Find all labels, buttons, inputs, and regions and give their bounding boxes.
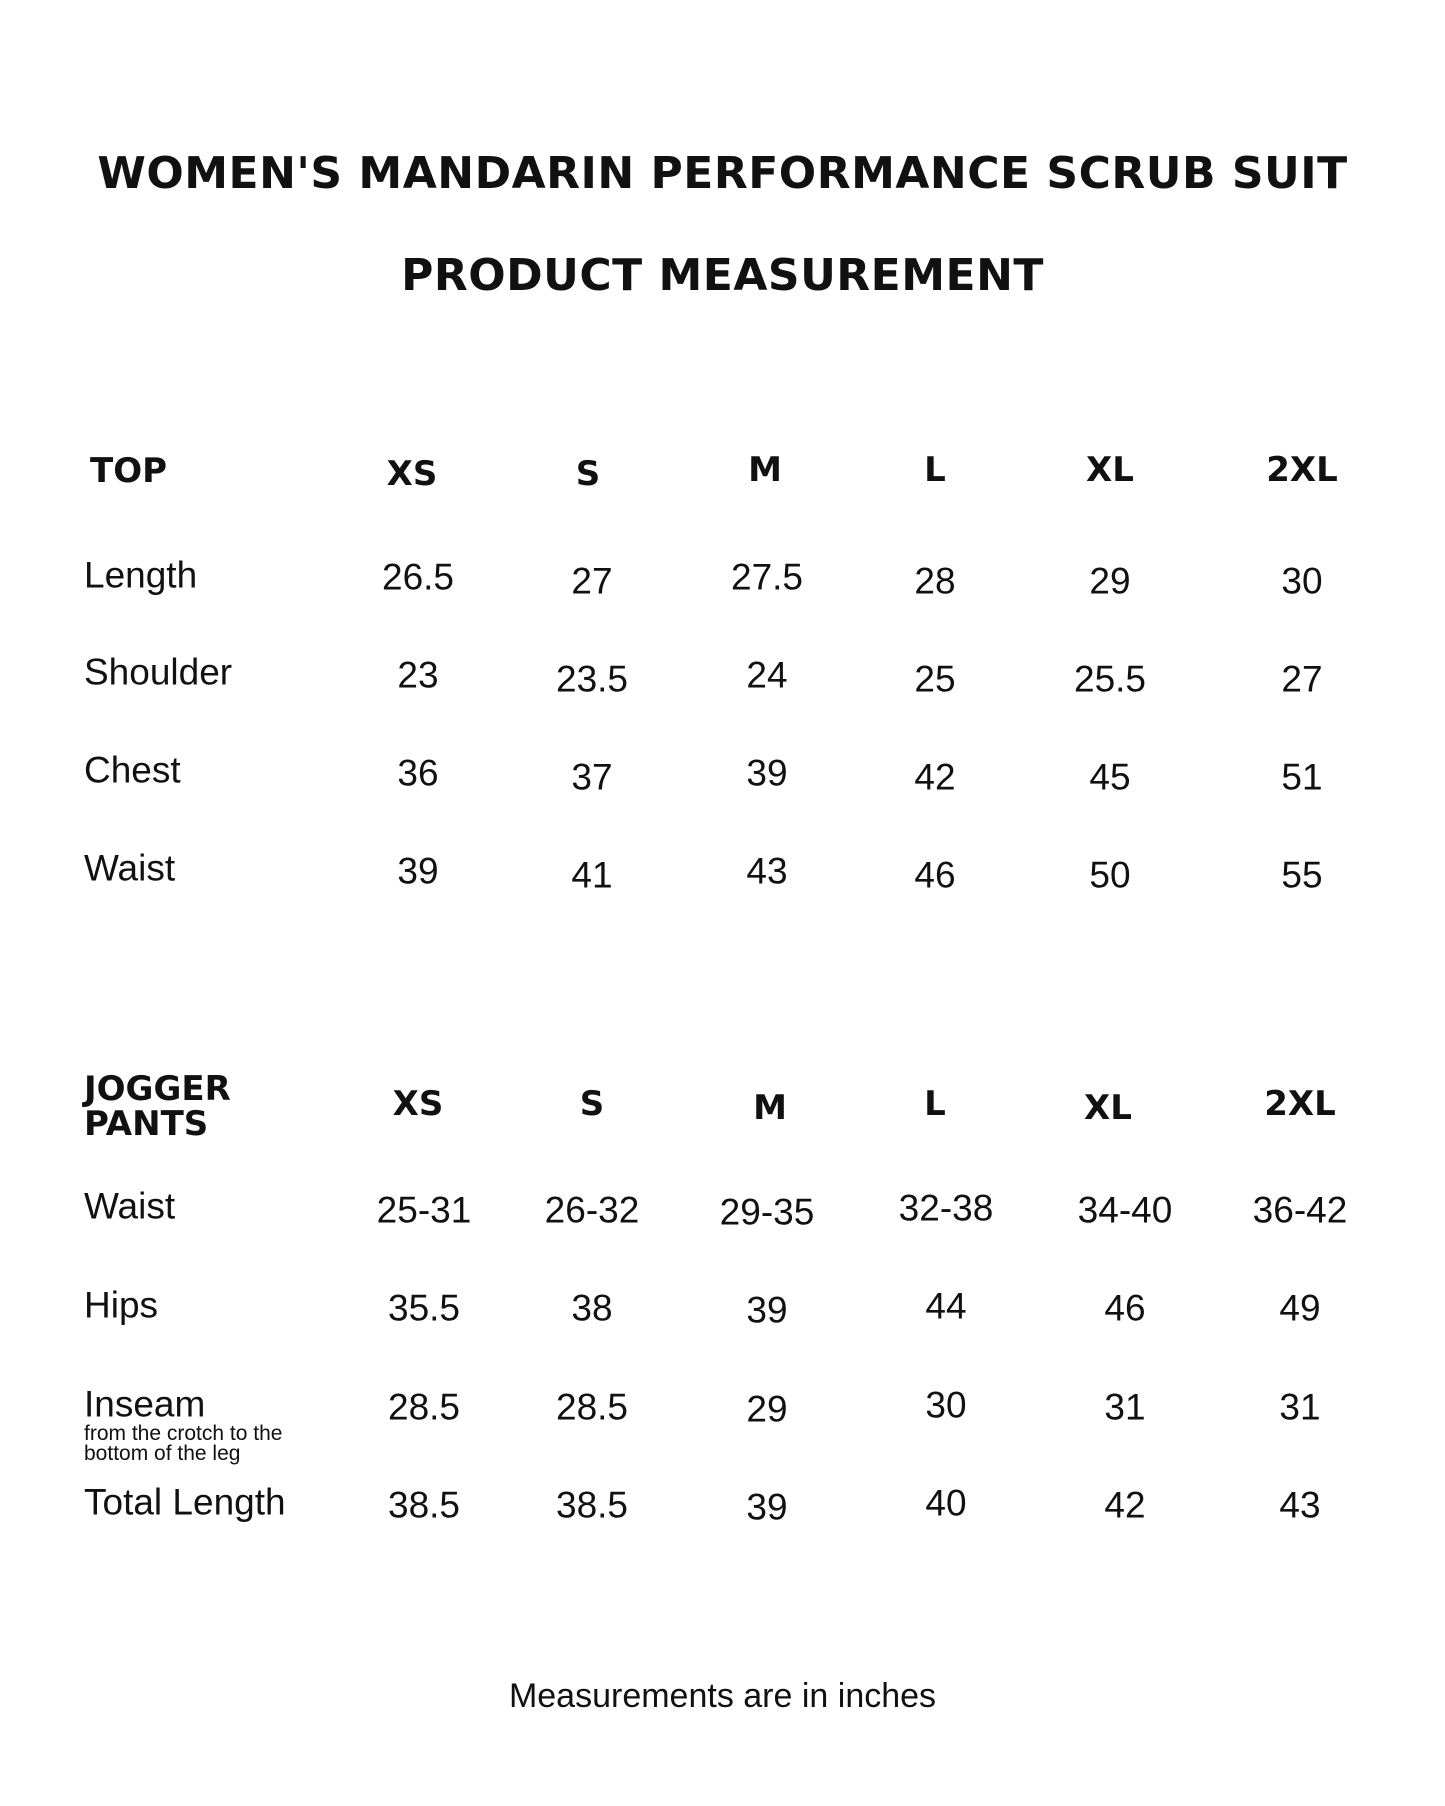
table-cell: 39	[746, 752, 788, 794]
pants-size-header: XL	[1084, 1088, 1132, 1128]
table-cell: 46	[1104, 1287, 1146, 1329]
table-cell: 26.5	[381, 556, 455, 598]
table-cell: 25.5	[1073, 658, 1147, 700]
row-label-waist: Waist	[84, 1185, 176, 1227]
table-cell: 32-38	[898, 1187, 994, 1229]
row-label-waist: Waist	[84, 847, 176, 889]
row-sublabel-inseam: from the crotch to the bottom of the leg	[84, 1422, 283, 1465]
table-cell: 34-40	[1077, 1189, 1173, 1231]
pants-size-header: S	[579, 1084, 605, 1124]
table-cell: 31	[1279, 1386, 1321, 1428]
table-cell: 28	[914, 560, 956, 602]
table-cell: 30	[1281, 560, 1323, 602]
table-cell: 43	[746, 850, 788, 892]
table-cell: 29	[1089, 560, 1131, 602]
table-cell: 45	[1089, 756, 1131, 798]
table-cell: 49	[1279, 1287, 1321, 1329]
table-cell: 25-31	[376, 1189, 472, 1231]
table-cell: 28.5	[387, 1386, 461, 1428]
table-cell: 39	[397, 850, 439, 892]
table-cell: 27	[571, 560, 613, 602]
table-cell: 42	[914, 756, 956, 798]
table-cell: 50	[1089, 854, 1131, 896]
row-label-hips: Hips	[84, 1284, 159, 1326]
top-size-header: M	[748, 450, 782, 490]
table-cell: 24	[746, 654, 788, 696]
row-label-length: Length	[84, 554, 198, 596]
pants-size-header: L	[924, 1084, 946, 1124]
pants-size-header: 2XL	[1264, 1084, 1336, 1124]
top-size-header: L	[924, 450, 946, 490]
table-cell: 23	[397, 654, 439, 696]
table-cell: 27	[1281, 658, 1323, 700]
table-cell: 27.5	[730, 556, 804, 598]
table-cell: 38.5	[555, 1484, 629, 1526]
table-cell: 29	[746, 1388, 788, 1430]
table-cell: 44	[925, 1285, 967, 1327]
top-size-header: 2XL	[1266, 450, 1338, 490]
top-size-header: S	[575, 454, 601, 494]
table-cell: 42	[1104, 1484, 1146, 1526]
table-cell: 25	[914, 658, 956, 700]
table-cell: 37	[571, 756, 613, 798]
top-size-header: XS	[386, 454, 438, 494]
table-cell: 31	[1104, 1386, 1146, 1428]
table-cell: 38	[571, 1287, 613, 1329]
top-section-label: TOP	[90, 451, 168, 491]
table-cell: 40	[925, 1482, 967, 1524]
row-label-total-length: Total Length	[84, 1481, 286, 1523]
pants-section-label: JOGGER PANTS	[84, 1069, 231, 1144]
table-cell: 23.5	[555, 658, 629, 700]
table-cell: 41	[571, 854, 613, 896]
table-cell: 39	[746, 1289, 788, 1331]
table-cell: 35.5	[387, 1287, 461, 1329]
table-cell: 36-42	[1252, 1189, 1348, 1231]
row-label-chest: Chest	[84, 749, 181, 791]
page-title: WOMEN'S MANDARIN PERFORMANCE SCRUB SUIT	[97, 148, 1348, 199]
table-cell: 28.5	[555, 1386, 629, 1428]
table-cell: 26-32	[544, 1189, 640, 1231]
row-label-shoulder: Shoulder	[84, 651, 233, 693]
table-cell: 55	[1281, 854, 1323, 896]
table-cell: 29-35	[719, 1191, 815, 1233]
table-cell: 51	[1281, 756, 1323, 798]
table-cell: 39	[746, 1486, 788, 1528]
page-subtitle: PRODUCT MEASUREMENT	[401, 250, 1044, 301]
table-cell: 30	[925, 1384, 967, 1426]
units-note: Measurements are in inches	[508, 1677, 937, 1715]
pants-size-header: M	[753, 1088, 787, 1128]
top-size-header: XL	[1086, 450, 1134, 490]
table-cell: 38.5	[387, 1484, 461, 1526]
table-cell: 46	[914, 854, 956, 896]
table-cell: 43	[1279, 1484, 1321, 1526]
row-label-inseam: Inseam	[84, 1383, 206, 1425]
table-cell: 36	[397, 752, 439, 794]
pants-size-header: XS	[392, 1084, 444, 1124]
